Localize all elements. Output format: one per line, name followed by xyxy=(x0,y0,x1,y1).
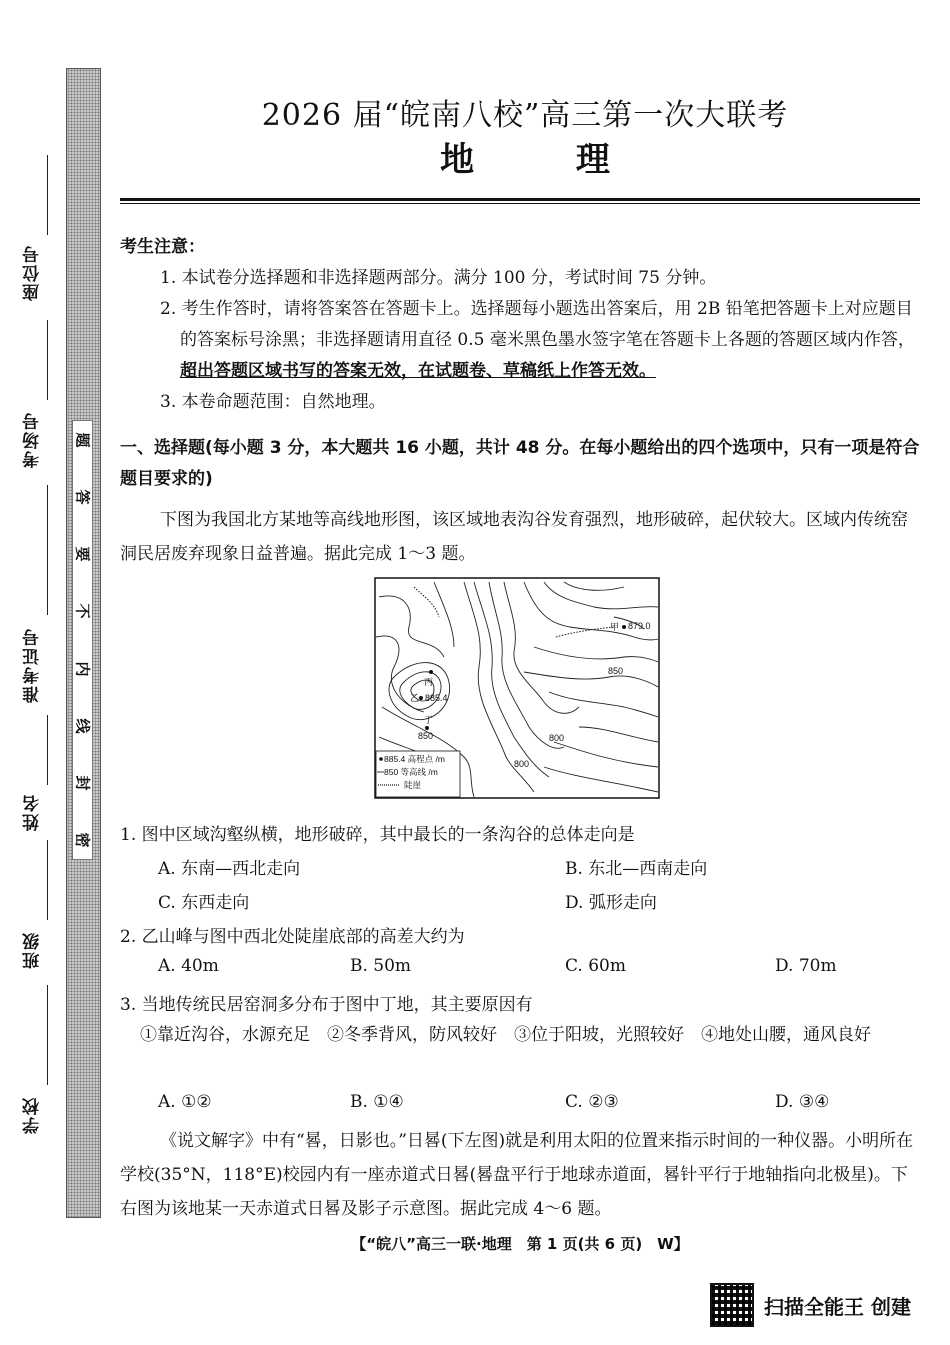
notice-item-1: 1. 本试卷分选择题和非选择题两部分。满分 100 分，考试时间 75 分钟。 xyxy=(160,268,717,288)
label-contour-800-south: 800 xyxy=(514,759,530,769)
class-blank-line xyxy=(47,840,48,920)
notice-item-3: 3. 本卷命题范围：自然地理。 xyxy=(160,392,386,412)
legend-contour: 850 等高线 /m xyxy=(384,767,438,777)
q3-option-d: D. ③④ xyxy=(775,1092,830,1112)
elevation-point-jia xyxy=(622,625,626,629)
q2-option-c: C. 60m xyxy=(565,956,626,976)
label-contour-850-east: 850 xyxy=(608,666,624,676)
label-contour-850-west: 850 xyxy=(418,731,434,741)
legend-point-symbol xyxy=(379,757,383,761)
seal-char: 封 xyxy=(73,775,92,791)
notice xyxy=(120,232,922,418)
q1-option-d: D. 弧形走向 xyxy=(565,893,657,913)
label-yi-value: 885.4 xyxy=(425,693,448,703)
class-label: 班级 xyxy=(23,931,43,969)
question-1: 1. 图中区域沟壑纵横，地形破碎，其中最长的一条沟谷的总体走向是 xyxy=(120,825,635,845)
binding-margin xyxy=(20,0,60,1345)
page-footer: 【“皖八”高三一联·地理 第 1 页(共 6 页) W】 xyxy=(351,1235,689,1253)
exam-title: 2026 届“皖南八校”高三第一次大联考 xyxy=(261,98,789,133)
elevation-point-yi xyxy=(419,696,423,700)
ticket-blank-line xyxy=(47,485,48,615)
section-heading: 一、选择题(每小题 3 分，本大题共 16 小题，共计 48 分。在每小题给出的四个选项中，只有一项是符合题目要求的) xyxy=(120,438,920,489)
q3-option-b: B. ①④ xyxy=(350,1092,404,1112)
seal-char: 要 xyxy=(73,546,92,562)
exam-room-label: 考场号 xyxy=(23,411,43,469)
elevation-point-ding xyxy=(425,726,429,730)
name-label: 姓名 xyxy=(23,793,43,831)
scanner-text: 扫描全能王 创建 xyxy=(764,1294,911,1319)
seal-char: 答 xyxy=(73,489,92,505)
header-rule-thick xyxy=(120,198,920,201)
school-blank-line xyxy=(47,985,48,1085)
label-ding: 丁 xyxy=(424,715,434,725)
notice-item-2-bold: 超出答题区域书写的答案无效，在试题卷、草稿纸上作答无效。 xyxy=(180,361,656,381)
ticket-label: 准考证号 xyxy=(23,627,43,703)
question-3: 3. 当地传统民居窑洞多分布于图中丁地，其主要原因有 xyxy=(120,995,533,1015)
section-intro: 下图为我国北方某地等高线地形图，该区域地表沟谷发育强烈，地形破碎，起伏较大。区域内传统窑洞民居废弃现象日益普遍。据此完成 1～3 题。 xyxy=(120,510,908,564)
seal-char: 线 xyxy=(73,718,92,734)
qr-code-icon xyxy=(710,1283,754,1327)
legend-cliff: 陡崖 xyxy=(404,780,422,790)
q2-option-d: D. 70m xyxy=(775,956,837,976)
seal-char: 内 xyxy=(73,661,92,677)
q2-option-a: A. 40m xyxy=(158,956,219,976)
legend-elevation: 885.4 高程点 /m xyxy=(384,754,445,764)
q1-option-a: A. 东南—西北走向 xyxy=(158,859,301,879)
sundial-intro: 《说文解字》中有“晷，日影也。”日晷(下左图)就是利用太阳的位置来指示时间的一种仪器。小明所在学校(35°N，118°E)校园内有一座赤道式日晷(晷盘平行于地球赤道面，晷针平行于地轴指向北极星)。下右图为该地某一天赤道式日晷及影子示意图。据此完成 4～6 题。 xyxy=(120,1131,914,1219)
label-jia: 甲 xyxy=(610,622,620,632)
seat-blank-line xyxy=(47,155,48,235)
seal-notice xyxy=(72,420,93,860)
q1-option-c: C. 东西走向 xyxy=(158,893,250,913)
q3-statements: ①靠近沟谷，水源充足 ②冬季背风，防风较好 ③位于阳坡，光照较好 ④地处山腰，通风良好 xyxy=(140,1025,871,1045)
elevation-point-bing xyxy=(429,670,433,674)
seat-label: 座位号 xyxy=(23,244,43,302)
name-blank-line xyxy=(47,715,48,785)
label-yi: 乙 xyxy=(410,693,420,703)
q3-option-c: C. ②③ xyxy=(565,1092,619,1112)
header-rule-thin xyxy=(120,203,920,204)
school-label: 学校 xyxy=(23,1096,43,1134)
notice-item-2 xyxy=(120,294,922,387)
seal-char: 不 xyxy=(73,603,92,619)
question-2: 2. 乙山峰与图中西北处陡崖底部的高差大约为 xyxy=(120,927,465,947)
notice-item-2-text: 2. 考生作答时，请将答案答在答题卡上。选择题每小题选出答案后，用 2B 铅笔把答题卡上对应题目的答案标号涂黑；非选择题请用直径 0.5 毫米黑色墨水签字笔在答题卡上各题的答题区域内作答， xyxy=(160,299,915,350)
label-jia-value: 879.0 xyxy=(628,621,651,631)
contour-map xyxy=(374,577,660,799)
q1-option-b: B. 东北—西南走向 xyxy=(565,859,708,879)
exam-room-blank-line xyxy=(47,320,48,400)
q3-option-a: A. ①② xyxy=(158,1092,212,1112)
q2-option-b: B. 50m xyxy=(350,956,412,976)
label-bing: 丙 xyxy=(424,677,434,687)
seal-char: 题 xyxy=(73,432,92,448)
seal-char: 密 xyxy=(73,832,92,848)
notice-heading: 考生注意： xyxy=(120,237,205,257)
scanner-watermark xyxy=(710,1283,911,1327)
subject-title: 地 理 xyxy=(440,140,610,180)
label-contour-800-east: 800 xyxy=(549,733,565,743)
